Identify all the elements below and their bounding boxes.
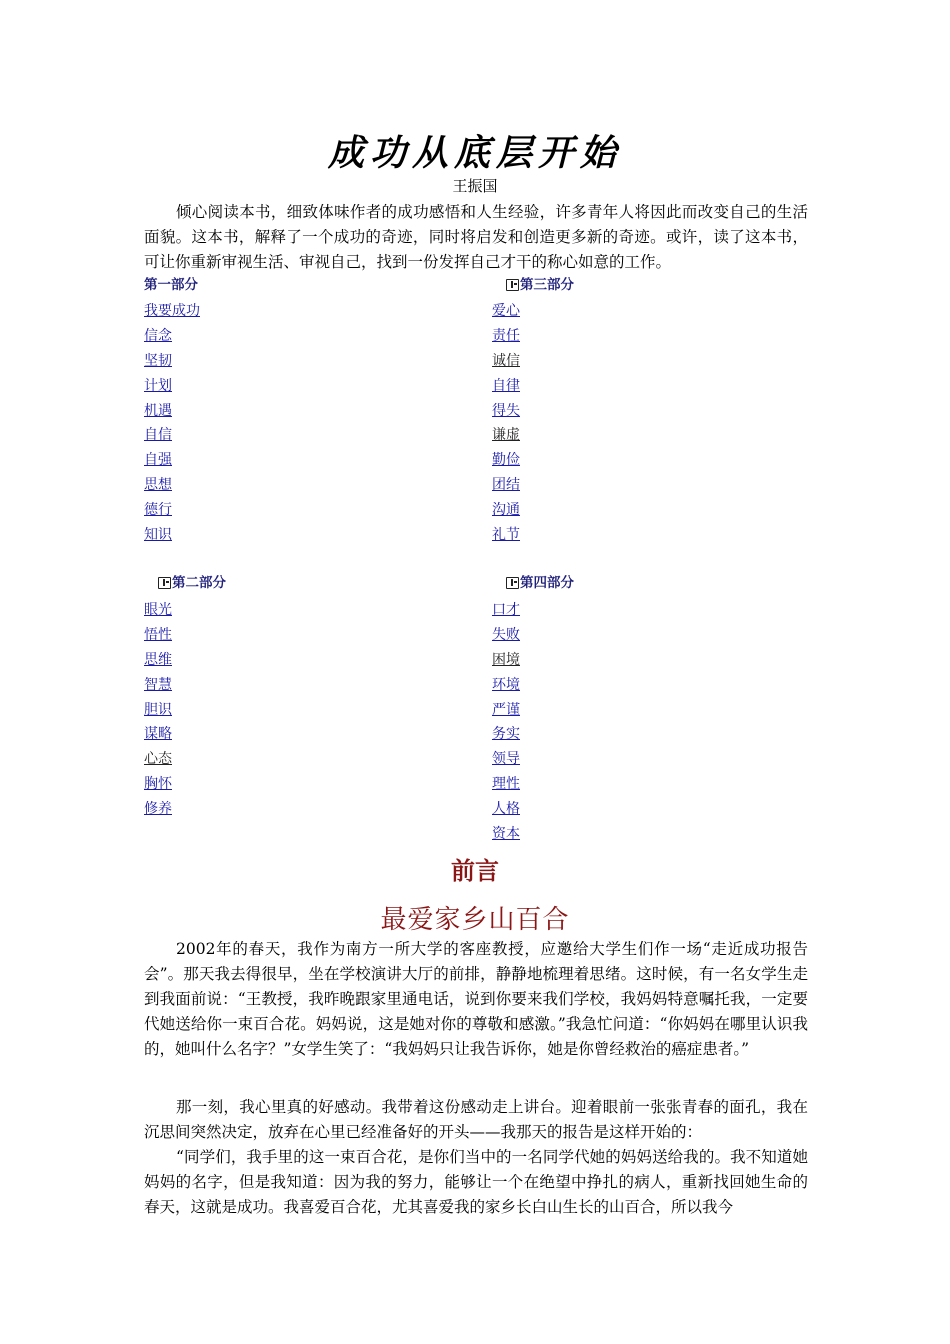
chapter-link[interactable]: 得失 (492, 402, 520, 419)
list-item (144, 625, 172, 650)
list-item (144, 799, 172, 824)
chapter-link[interactable]: 责任 (492, 327, 520, 344)
chapter-link[interactable]: 修养 (144, 801, 172, 818)
chapter-link[interactable]: 思维 (144, 651, 172, 668)
list-item (492, 700, 520, 725)
chapter-link[interactable]: 坚韧 (144, 352, 172, 369)
chapter-link[interactable]: 严谨 (492, 701, 520, 718)
list-item (144, 376, 200, 401)
chapter-link[interactable]: 困境 (492, 651, 520, 668)
list-item (492, 376, 520, 401)
part-3-heading-label: 第三部分 (520, 277, 574, 293)
list-item (144, 401, 200, 426)
chapter-link[interactable]: 沟通 (492, 502, 520, 519)
chapter-link[interactable]: 胆识 (144, 701, 172, 718)
chapter-link[interactable]: 机遇 (144, 402, 172, 419)
book-icon (506, 279, 519, 291)
chapter-link[interactable]: 礼节 (492, 527, 520, 544)
chapter-link[interactable]: 自强 (144, 452, 172, 469)
list-item (492, 301, 520, 326)
chapter-link[interactable]: 谦虚 (492, 427, 520, 444)
chapter-link[interactable]: 胸怀 (144, 776, 172, 793)
list-item (144, 675, 172, 700)
list-item (492, 774, 520, 799)
chapter-link[interactable]: 自信 (144, 427, 172, 444)
list-item (492, 351, 520, 376)
list-item (492, 749, 520, 774)
chapter-link[interactable]: 资本 (492, 826, 520, 843)
list-item (492, 650, 520, 675)
intro-paragraph: 倾心阅读本书，细致体味作者的成功感悟和人生经验，许多青年人将因此而改变自己的生活面貌。这本书，解释了一个成功的奇迹，同时将启发和创造更多新的奇迹。或许，读了这本书，可让你重新审视生活、审视自己，找到一份发挥自己才干的称心如意的工作。 (144, 203, 808, 271)
list-item (144, 475, 200, 500)
list-item (144, 650, 172, 675)
list-item (144, 724, 172, 749)
part-2-heading (158, 574, 226, 592)
preface-subtitle: 最爱家乡山百合 (380, 905, 570, 935)
part-4-heading (506, 574, 574, 592)
list-item (144, 326, 200, 351)
chapter-link[interactable]: 自律 (492, 377, 520, 394)
list-item (492, 475, 520, 500)
chapter-link[interactable]: 务实 (492, 726, 520, 743)
list-item (144, 600, 172, 625)
list-item (144, 301, 200, 326)
book-title: 成功从底层开始 (327, 132, 622, 174)
list-item (492, 625, 520, 650)
chapter-link[interactable]: 勤俭 (492, 452, 520, 469)
list-item (492, 824, 520, 849)
chapter-link[interactable]: 环境 (492, 676, 520, 693)
list-item (144, 525, 200, 550)
part-2-heading-label: 第二部分 (172, 575, 226, 591)
list-item (492, 425, 520, 450)
chapter-link[interactable]: 思想 (144, 477, 172, 494)
part-4-heading-label: 第四部分 (520, 575, 574, 591)
chapter-link[interactable]: 人格 (492, 801, 520, 818)
chapter-link[interactable]: 德行 (144, 502, 172, 519)
chapter-link[interactable]: 计划 (144, 377, 172, 394)
part-4-list (492, 600, 520, 849)
list-item (492, 799, 520, 824)
chapter-link[interactable]: 爱心 (492, 303, 520, 319)
book-icon (506, 577, 519, 589)
chapter-link[interactable]: 失败 (492, 626, 520, 643)
part-1-list (144, 301, 200, 550)
chapter-link[interactable]: 理性 (492, 776, 520, 793)
body-paragraph: “同学们，我手里的这一束百合花，是你们当中的一名同学代她的妈妈送给我的。我不知道她妈妈的名字，但是我知道：因为我的努力，能够让一个在绝望中挣扎的病人，重新找回她生命的春天，这就是成功。我喜爱百合花，尤其喜爱我的家乡长白山生长的山百合，所以我今 (144, 1148, 808, 1216)
list-item (144, 351, 200, 376)
part-1-heading (144, 276, 198, 294)
part-1-heading-label: 第一部分 (144, 277, 198, 293)
part-3-heading (506, 276, 574, 294)
author-name: 王振国 (452, 177, 498, 195)
list-item (492, 401, 520, 426)
book-icon (158, 577, 171, 589)
chapter-link[interactable]: 谋略 (144, 726, 172, 743)
chapter-link[interactable]: 知识 (144, 527, 172, 544)
list-item (144, 700, 172, 725)
part-2-list (144, 600, 172, 824)
chapter-link[interactable]: 我要成功 (144, 303, 200, 319)
chapter-link[interactable]: 悟性 (144, 626, 172, 643)
chapter-link[interactable]: 智慧 (144, 676, 172, 693)
chapter-link[interactable]: 诚信 (492, 352, 520, 369)
list-item (492, 450, 520, 475)
part-3-list (492, 301, 520, 550)
list-item (492, 326, 520, 351)
preface-heading: 前言 (451, 856, 499, 885)
list-item (492, 600, 520, 625)
body-paragraph: 2002年的春天，我作为南方一所大学的客座教授，应邀给大学生们作一场“走近成功报告会”。那天我去得很早，坐在学校演讲大厅的前排，静静地梳理着思绪。这时候，有一名女学生走到我面前说：“王教授，我昨晚跟家里通电话，说到你要来我们学校，我妈妈特意嘱托我，一定要代她送给你一束百合花。妈妈说，这是她对你的尊敬和感激。”我急忙问道：“你妈妈在哪里认识我的，她叫什么名字？”女学生笑了：“我妈妈只让我告诉你，她是你曾经救治的癌症患者。” (144, 940, 808, 1058)
chapter-link[interactable]: 眼光 (144, 602, 172, 618)
chapter-link[interactable]: 领导 (492, 751, 520, 768)
list-item (492, 675, 520, 700)
list-item (144, 425, 200, 450)
chapter-link[interactable]: 团结 (492, 477, 520, 494)
list-item (144, 500, 200, 525)
body-paragraph: 那一刻，我心里真的好感动。我带着这份感动走上讲台。迎着眼前一张张青春的面孔，我在沉思间突然决定，放弃在心里已经准备好的开头——我那天的报告是这样开始的： (144, 1098, 808, 1141)
list-item (492, 525, 520, 550)
list-item (492, 500, 520, 525)
chapter-link[interactable]: 口才 (492, 602, 520, 618)
list-item (144, 450, 200, 475)
chapter-link[interactable]: 信念 (144, 327, 172, 344)
list-item (144, 749, 172, 774)
list-item (144, 774, 172, 799)
chapter-link[interactable]: 心态 (144, 751, 172, 768)
list-item (492, 724, 520, 749)
